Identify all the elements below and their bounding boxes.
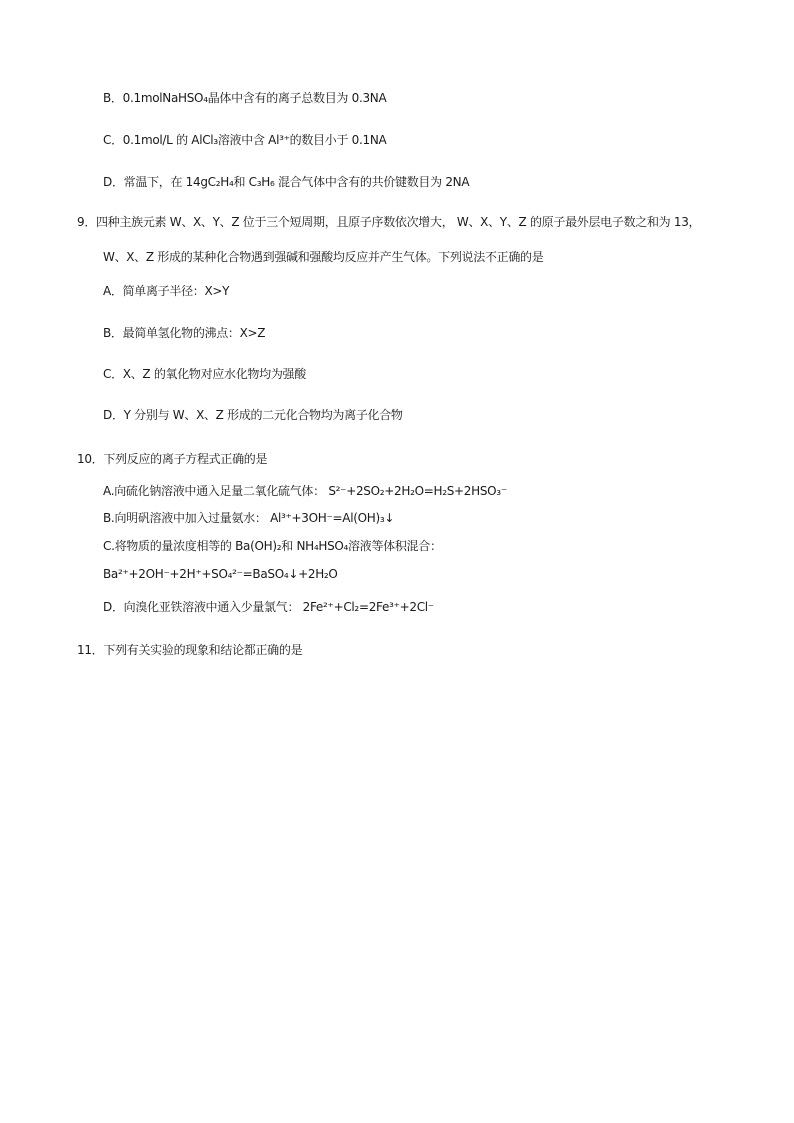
q10-option-c-line1: C.将物质的量浓度相等的 Ba(OH)₂和 NH₄HSO₄溶液等体积混合： xyxy=(103,539,442,553)
q8-option-c: C．0.1mol/L 的 AlCl₃溶液中含 Al³⁺的数目小于 0.1NA xyxy=(103,133,387,147)
q9-option-a: A．简单离子半径：X>Y xyxy=(103,284,230,298)
q11-stem: 11．下列有关实验的现象和结论都正确的是 xyxy=(77,643,303,657)
q10-option-b: B.向明矾溶液中加入过量氨水： Al³⁺+3OH⁻=Al(OH)₃↓ xyxy=(103,511,395,525)
q10-stem: 10．下列反应的离子方程式正确的是 xyxy=(77,452,268,466)
q10-option-a: A.向硫化钠溶液中通入足量二氧化硫气体： S²⁻+2SO₂+2H₂O=H₂S+2HSO₃⁻ xyxy=(103,484,507,498)
q9-option-b: B．最简单氢化物的沸点：X>Z xyxy=(103,326,266,340)
q9-stem-line2: W、X、Z 形成的某种化合物遇到强碱和强酸均反应并产生气体。下列说法不正确的是 xyxy=(103,250,544,264)
q8-option-d: D．常温下，在 14gC₂H₄和 C₃H₆ 混合气体中含有的共价键数目为 2NA xyxy=(103,175,470,189)
q10-option-c-line2: Ba²⁺+2OH⁻+2H⁺+SO₄²⁻=BaSO₄↓+2H₂O xyxy=(103,567,338,581)
q10-option-d: D．向溴化亚铁溶液中通入少量氯气： 2Fe²⁺+Cl₂=2Fe³⁺+2Cl⁻ xyxy=(103,600,434,614)
q9-stem-line1: 9．四种主族元素 W、X、Y、Z 位于三个短周期，且原子序数依次增大， W、X、Y、Z 的原子最外层电子数之和为 13， xyxy=(77,215,701,229)
q9-option-d: D．Y 分别与 W、X、Z 形成的二元化合物均为离子化合物 xyxy=(103,408,403,422)
q9-option-c: C．X、Z 的氧化物对应水化物均为强酸 xyxy=(103,367,306,381)
q8-option-b: B．0.1molNaHSO₄晶体中含有的离子总数目为 0.3NA xyxy=(103,91,387,105)
